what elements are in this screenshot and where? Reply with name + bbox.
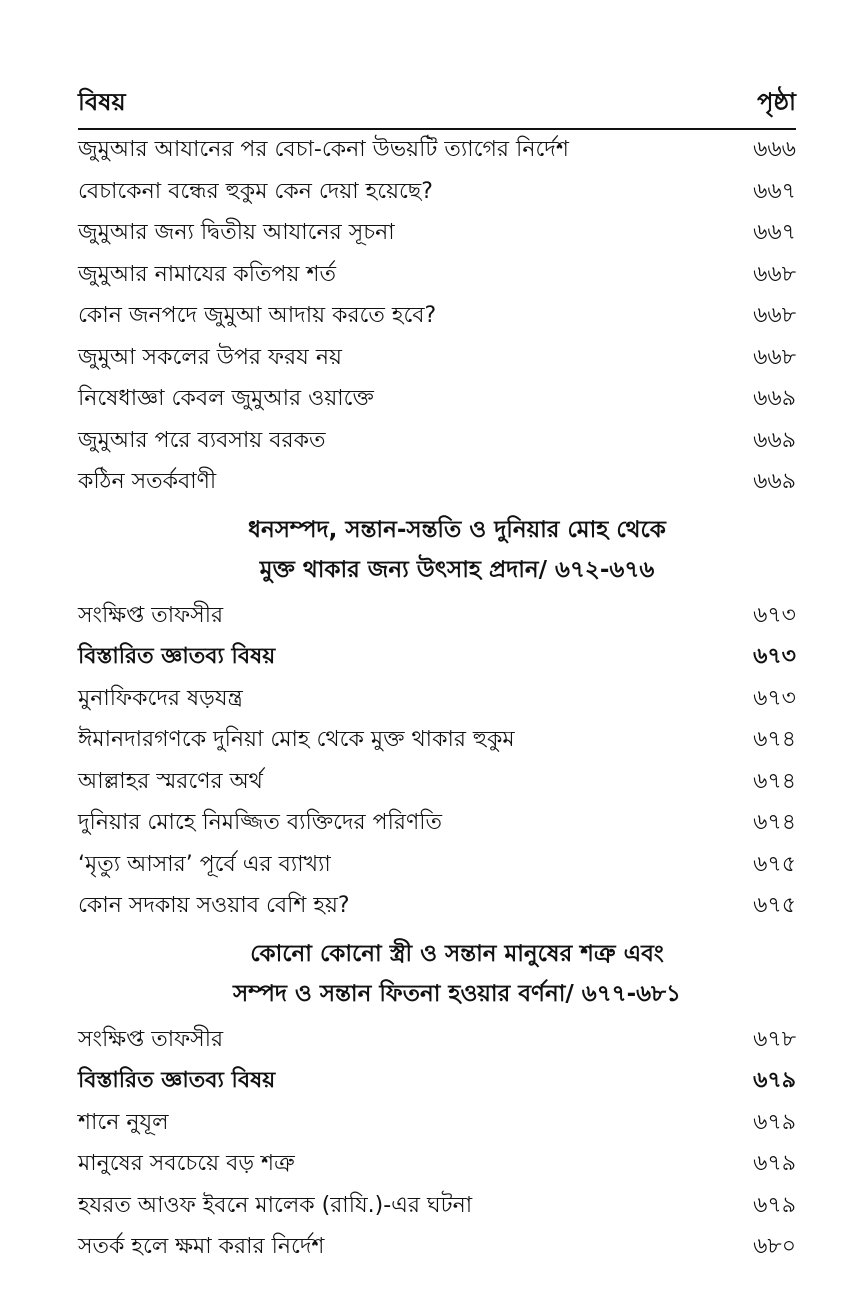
toc-entry-topic: হযরত আওফ ইবনে মালেক (রাযি.)-এর ঘটনা	[78, 1192, 473, 1218]
toc-entry-page: ৬৬৭	[753, 178, 796, 204]
toc-entry-topic: বিস্তারিত জ্ঞাতব্য বিষয়	[78, 1068, 276, 1094]
toc-entry-topic: কোন সদকায় সওয়াব বেশি হয়?	[78, 893, 350, 919]
toc-entry-topic: ‘মৃত্যু আসার’ পূর্বে এর ব্যাখ্যা	[78, 851, 331, 877]
toc-entry-page: ৬৬৬	[753, 137, 796, 163]
toc-entry-topic: সংক্ষিপ্ত তাফসীর	[78, 1026, 224, 1052]
toc-entry-page: ৬৭৪	[753, 768, 796, 794]
toc-entry	[78, 803, 796, 845]
toc-entry-page: ৬৬৮	[753, 344, 796, 370]
toc-entry	[78, 1144, 796, 1186]
toc-entry	[78, 845, 796, 887]
toc-entry-topic: জুমুআর আযানের পর বেচা-কেনা উভয়টি ত্যাগের নির্দেশ	[78, 137, 569, 163]
toc-entry-topic: বিস্তারিত জ্ঞাতব্য বিষয়	[78, 644, 276, 670]
toc-entry-page: ৬৭৩	[753, 685, 796, 711]
toc-entry	[78, 1186, 796, 1228]
table-of-contents-page	[78, 78, 796, 1269]
section-heading-line: ধনসম্পদ, সন্তান-সন্ততি ও দুনিয়ার মোহ থেকে	[248, 516, 666, 543]
toc-entry-topic: নিষেধাজ্ঞা কেবল জুমুআর ওয়াক্তে	[78, 386, 374, 412]
toc-entry	[78, 1227, 796, 1269]
toc-entry	[78, 762, 796, 804]
toc-entry-page: ৬৭৯	[753, 1109, 796, 1135]
toc-entry-topic: জুমুআর পরে ব্যবসায় বরকত	[78, 427, 326, 453]
toc-entry	[78, 886, 796, 928]
toc-entry-topic: জুমুআ সকলের উপর ফরয নয়	[78, 344, 342, 370]
toc-group-1	[78, 130, 796, 504]
toc-entry-page: ৬৮০	[753, 1234, 796, 1260]
toc-entry-topic: দুনিয়ার মোহে নিমজ্জিত ব্যক্তিদের পরিণতি	[78, 810, 443, 836]
toc-entry	[78, 213, 796, 255]
toc-entry	[78, 679, 796, 721]
toc-header	[78, 78, 796, 130]
toc-entry-topic: বেচাকেনা বন্ধের হুকুম কেন দেয়া হয়েছে?	[78, 178, 433, 204]
toc-entry-page: ৬৬৯	[753, 469, 796, 495]
toc-entry-page: ৬৭৩	[753, 644, 796, 670]
toc-entry-page: ৬৭৫	[753, 893, 796, 919]
toc-entry-page: ৬৬৯	[753, 427, 796, 453]
toc-entry	[78, 379, 796, 421]
toc-entry	[78, 130, 796, 172]
toc-entry	[78, 637, 796, 679]
toc-entry-page: ৬৭৯	[753, 1151, 796, 1177]
toc-entry-topic: সতর্ক হলে ক্ষমা করার নির্দেশ	[78, 1234, 325, 1260]
toc-group-2	[78, 596, 796, 928]
toc-entry-page: ৬৬৮	[753, 261, 796, 287]
toc-entry-topic: মানুষের সবচেয়ে বড় শত্রু	[78, 1151, 295, 1177]
toc-entry-page: ৬৭৩	[753, 602, 796, 628]
toc-entry	[78, 421, 796, 463]
toc-entry-page: ৬৭৫	[753, 851, 796, 877]
toc-entry-topic: জুমুআর নামাযের কতিপয় শর্ত	[78, 261, 336, 287]
section-heading-2	[78, 504, 796, 596]
toc-entry	[78, 462, 796, 504]
toc-entry-page: ৬৭৯	[753, 1192, 796, 1218]
toc-entry	[78, 1061, 796, 1103]
toc-entry-page: ৬৬৭	[753, 220, 796, 246]
toc-entry-topic: সংক্ষিপ্ত তাফসীর	[78, 602, 224, 628]
toc-entry-topic: মুনাফিকদের ষড়যন্ত্র	[78, 685, 243, 711]
toc-entry-topic: আল্লাহর স্মরণের অর্থ	[78, 768, 263, 794]
toc-entry-topic: জুমুআর জন্য দ্বিতীয় আযানের সূচনা	[78, 220, 395, 246]
toc-entry	[78, 720, 796, 762]
toc-entry-page: ৬৭৯	[753, 1068, 796, 1094]
subject-column-label: বিষয়	[78, 88, 126, 116]
section-heading-3	[78, 928, 796, 1020]
toc-entry	[78, 255, 796, 297]
toc-entry-topic: শানে নুযূল	[78, 1109, 169, 1135]
toc-entry-topic: কোন জনপদে জুমুআ আদায় করতে হবে?	[78, 303, 437, 329]
toc-entry-page: ৬৭৪	[753, 810, 796, 836]
toc-group-3	[78, 1020, 796, 1269]
toc-entry-topic: ঈমানদারগণকে দুনিয়া মোহ থেকে মুক্ত থাকার হুকুম	[78, 727, 515, 753]
page-column-label: পৃষ্ঠা	[757, 88, 796, 116]
toc-entry	[78, 1103, 796, 1145]
toc-entry	[78, 338, 796, 380]
toc-entry	[78, 1020, 796, 1062]
section-heading-line: কোনো কোনো স্ত্রী ও সন্তান মানুষের শত্রু এবং	[250, 940, 664, 967]
toc-entry-page: ৬৭৪	[753, 727, 796, 753]
section-heading-line: মুক্ত থাকার জন্য উৎসাহ প্রদান/ ৬৭২-৬৭৬	[259, 556, 655, 583]
toc-entry	[78, 296, 796, 338]
toc-entry-topic: কঠিন সতর্কবাণী	[78, 469, 217, 495]
toc-entry	[78, 596, 796, 638]
toc-entry-page: ৬৭৮	[753, 1026, 796, 1052]
toc-entry-page: ৬৬৯	[753, 386, 796, 412]
section-heading-line: সম্পদ ও সন্তান ফিতনা হওয়ার বর্ণনা/ ৬৭৭-৬৮১	[233, 980, 681, 1007]
toc-entry-page: ৬৬৮	[753, 303, 796, 329]
toc-entry	[78, 172, 796, 214]
